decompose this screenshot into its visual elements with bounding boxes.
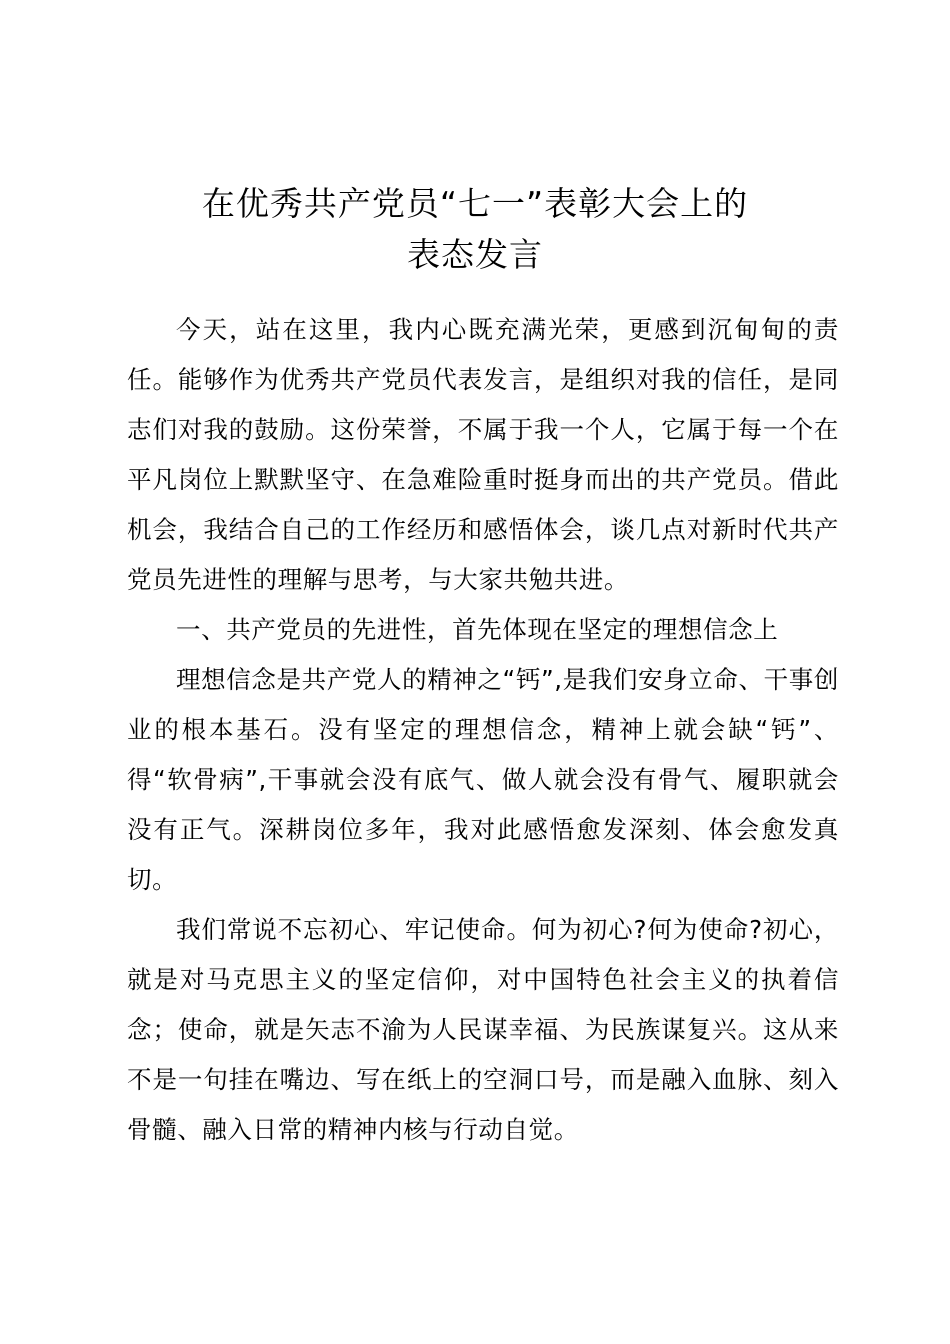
document-title [60,178,890,280]
title-line-2: 表态发言 [407,235,543,274]
paragraph-ideals: 理想信念是共产党人的精神之“钙”,是我们安身立命、干事创业的根本基石。没有坚定的理想信念，精神上就会缺“钙”、得“软骨病”,干事就会没有底气、做人就会没有骨气、履职就会没有正气。深耕岗位多年，我对此感悟愈发深刻、体会愈发真切。 [127,665,839,894]
section-heading-1: 一、共产党员的先进性，首先体现在坚定的理想信念上 [176,615,779,644]
document-body [127,305,839,1155]
paragraph-intro: 今天，站在这里，我内心既充满光荣，更感到沉甸甸的责任。能够作为优秀共产党员代表发言，是组织对我的信任，是同志们对我的鼓励。这份荣誉，不属于我一个人，它属于每一个在平凡岗位上默默坚守、在急难险重时挺身而出的共产党员。借此机会，我结合自己的工作经历和感悟体会，谈几点对新时代共产党员先进性的理解与思考，与大家共勉共进。 [127,315,839,594]
paragraph-mission: 我们常说不忘初心、牢记使命。何为初心?何为使命?初心，就是对马克思主义的坚定信仰，对中国特色社会主义的执着信念；使命，就是矢志不渝为人民谋幸福、为民族谋复兴。这从来不是一句挂在嘴边、写在纸上的空洞口号，而是融入血脉、刻入骨髓、融入日常的精神内核与行动自觉。 [127,915,839,1144]
title-line-1: 在优秀共产党员“七一”表彰大会上的 [201,184,749,223]
